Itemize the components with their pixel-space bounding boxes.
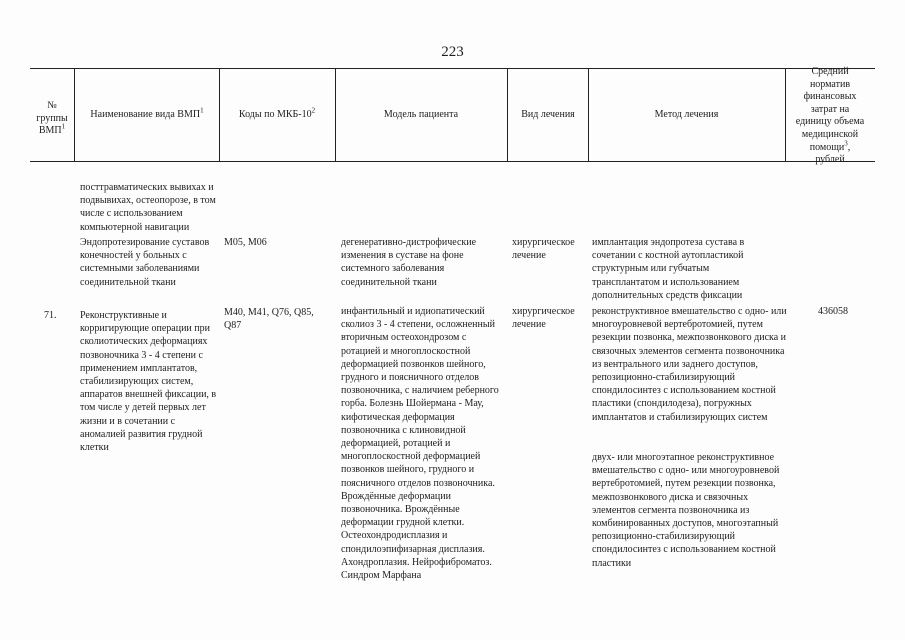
row-71-icd-codes: M40, M41, Q76, Q85, Q87 <box>224 307 314 332</box>
row-71-average-cost: 436058 <box>818 306 848 317</box>
row-endoprosthesis-patient-model: дегенеративно-дистрофические изменения в суставе на фоне системного заболевания соединительной ткани <box>341 237 477 288</box>
row-endoprosthesis-vmp-name: Эндопротезирование суставов конечностей у больных с системными заболеваниями соединительной ткани <box>80 237 210 288</box>
row-71-vmp-name: Реконструктивные и корригирующие операции при сколиотических деформациях позвоночника 3 - 4 степени с применением имплантатов, стабилизирующих систем, аппаратов внешней фиксации, в том числе у детей первых лет жизни и в сочетании с аномалией развития грудной клетки <box>80 310 217 454</box>
table-top-border <box>30 68 875 69</box>
header-divider <box>785 68 786 162</box>
row-endoprosthesis-treatment-type: хирургическое лечение <box>512 237 575 262</box>
row-71-treatment-type: хирургическое лечение <box>512 306 575 331</box>
header-divider <box>219 68 220 162</box>
header-treatment-method: Метод лечения <box>654 109 719 120</box>
header-divider <box>335 68 336 162</box>
header-bottom-border <box>30 161 875 162</box>
header-group-number: № группы ВМП$^1$ <box>36 100 68 137</box>
header-patient-model: Модель пациента <box>383 109 459 120</box>
row-endoprosthesis-icd-codes: M05, M06 <box>224 237 267 248</box>
header-divider <box>588 68 589 162</box>
row-endoprosthesis-treatment-method: имплантация эндопротеза сустава в сочетании с костной аутопластикой структурным или губчатым трансплантатом и использованием дополнительных средств фиксации <box>592 237 745 301</box>
row-71-treatment-method: реконструктивное вмешательство с одно- или многоуровневой вертебротомией, путем резекции позвонка, межпозвонкового диска и связочных элементов сегмента позвоночника из вентрального или заднего доступов, репозиционно-стабилизирующий спондилосинтез с использованием костной пластики (спондилодеза), погружных имплантатов и стабилизирующих систем <box>592 306 787 423</box>
header-icd-codes: Коды по МКБ-$10^2$ <box>238 106 316 120</box>
row-71-treatment-method-alternative: двух- или многоэтапное реконструктивное вмешательство с одно- или многоуровневой вертебротомией, путем резекции позвонка, межпозвонкового диска и связочных элементов сегмента позвоночника из комбинированных доступов, многоэтапный репозиционно-стабилизирующий спондилосинтез с использованием костной пластики <box>592 452 780 569</box>
header-divider <box>507 68 508 162</box>
header-divider <box>74 68 75 162</box>
header-vmp-name: Наименование вида ВМП$^1$ <box>90 106 204 120</box>
row-continuation-vmp-name: посттравматических вывихах и подвывихах, остеопорозе, в том числе с использованием компьютерной навигации <box>80 182 216 233</box>
header-average-cost: Средний норматив финансовых затрат на единицу объема медицинской помощи$^3$, рублей <box>795 66 865 166</box>
page-number: 223 <box>441 44 464 60</box>
header-treatment-type: Вид лечения <box>521 109 575 120</box>
row-71-group-number: 71. <box>44 310 57 321</box>
row-71-patient-model: инфантильный и идиопатический сколиоз 3 - 4 степени, осложненный вторичным остеохондрозом с ротацией и многоплоскостной деформацией позвонков шейного, грудного и поясничного отделов позвоночника, с наличием реберного горба. Болезнь Шойермана - Мау, кифотическая деформация позвоночника с клиновидной деформацией, ротацией и многоплоскостной деформацией позвонков шейного, грудного и поясничного отделов позвоночника. Врождённые деформации позвоночника. Врождённые деформации грудной клетки. Остеохондродисплазия и спондилоэпифизарная дисплазия. Ахондроплазия. Нейрофиброматоз. Синдром Марфана <box>341 306 499 582</box>
